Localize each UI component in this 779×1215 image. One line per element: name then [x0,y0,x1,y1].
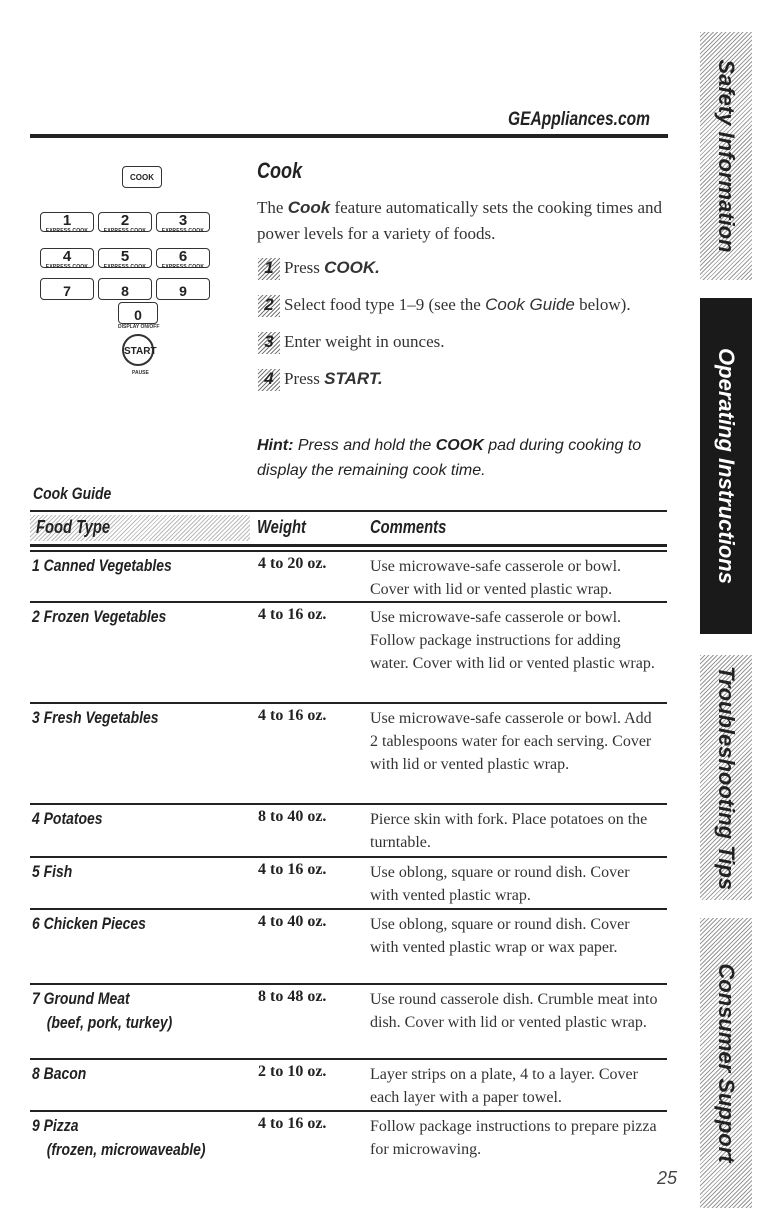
header-food-type: Food Type [30,515,250,541]
comments: Follow package instructions to prepare pizza for microwaving. [370,1118,657,1158]
cook-title: Cook [257,158,303,183]
comments: Pierce skin with fork. Place potatoes on the turntable. [370,811,648,851]
comments: Use oblong, square or round dish. Cover with vented plastic wrap. [370,864,630,904]
tab-consumer-support[interactable]: Consumer Support [700,918,752,1208]
comments: Use microwave-safe casserole or bowl. Cover with lid or vented plastic wrap. [370,558,622,598]
weight: 4 to 40 oz. [258,913,327,930]
header-bottom-rule [30,544,667,547]
weight: 8 to 48 oz. [258,988,327,1005]
food-type: 9 Pizza (frozen, microwaveable) [32,1116,206,1159]
weight: 4 to 16 oz. [258,1115,327,1132]
key-4: 4 EXPRESS COOK [40,248,94,268]
table-row [30,983,667,1057]
step-number: 3 [258,332,280,354]
header-comments: Comments [370,517,447,537]
table-row [30,601,667,701]
food-type: 4 Potatoes [32,809,103,828]
weight: 2 to 10 oz. [258,1063,327,1080]
page-number: 25 [657,1168,678,1188]
weight: 4 to 16 oz. [258,861,327,878]
comments: Use round casserole dish. Crumble meat into dish. Cover with lid or vented plastic wrap. [370,991,658,1031]
table-row [30,1110,667,1162]
cook-intro: The Cook feature automatically sets the cooking times and power levels for a variety of foods. [257,198,663,243]
table-row [30,550,667,600]
food-type: 7 Ground Meat (beef, pork, turkey) [32,989,173,1032]
comments: Use microwave-safe casserole or bowl. Follow package instructions for adding water. Cover with lid or vented plastic wrap. [370,609,655,672]
tab-troubleshooting-tips[interactable]: Troubleshooting Tips [700,655,752,900]
table-row [30,1058,667,1110]
cook-key: COOK [122,166,162,188]
table-row [30,908,667,982]
food-type: 2 Frozen Vegetables [32,607,167,626]
key-6: 6 EXPRESS COOK [156,248,210,268]
cook-guide-title: Cook Guide [33,484,112,503]
step-2: 2 Select food type 1–9 (see the Cook Guide below). [258,295,631,317]
tab-safety-information[interactable]: Safety Information [700,32,752,280]
table-header [30,510,667,548]
key-3: 3 EXPRESS COOK [156,212,210,232]
table-row [30,803,667,855]
hint-text: Hint: Press and hold the COOK pad during cooking to display the remaining cook time. [257,437,642,479]
display-label: DISPLAY ON/OFF [118,324,160,330]
food-type: 3 Fresh Vegetables [32,708,159,727]
key-8: 8 [98,278,152,300]
header-top-rule [30,510,667,512]
tab-operating-instructions[interactable]: Operating Instructions [700,298,752,634]
key-7: 7 [40,278,94,300]
food-type: 6 Chicken Pieces [32,914,146,933]
food-type: 1 Canned Vegetables [32,556,172,575]
header-rule [30,134,668,138]
weight: 8 to 40 oz. [258,808,327,825]
pause-label: PAUSE [132,370,149,376]
step-number: 1 [258,258,280,280]
weight: 4 to 16 oz. [258,707,327,724]
key-2: 2 EXPRESS COOK [98,212,152,232]
table-row [30,856,667,908]
step-3: 3 Enter weight in ounces. [258,332,445,354]
key-9: 9 [156,278,210,300]
keypad-illustration [38,152,250,376]
step-4: 4 Press START. [258,369,383,391]
food-type: 8 Bacon [32,1064,87,1083]
step-number: 4 [258,369,280,391]
step-number: 2 [258,295,280,317]
comments: Use oblong, square or round dish. Cover with vented plastic wrap or wax paper. [370,916,630,956]
start-key: START [122,334,154,366]
weight: 4 to 16 oz. [258,606,327,623]
weight: 4 to 20 oz. [258,555,327,572]
comments: Use microwave-safe casserole or bowl. Add 2 tablespoons water for each serving. Cover with lid or vented plastic wrap. [370,710,652,773]
food-type: 5 Fish [32,862,73,881]
comments: Layer strips on a plate, 4 to a layer. Cover each layer with a paper towel. [370,1066,638,1106]
step-1: 1 Press COOK. [258,258,380,280]
key-0: 0 [118,302,158,324]
key-5: 5 EXPRESS COOK [98,248,152,268]
site-url: GEAppliances.com [508,109,651,130]
header-weight: Weight [257,517,306,537]
table-row [30,702,667,802]
key-1: 1 EXPRESS COOK [40,212,94,232]
